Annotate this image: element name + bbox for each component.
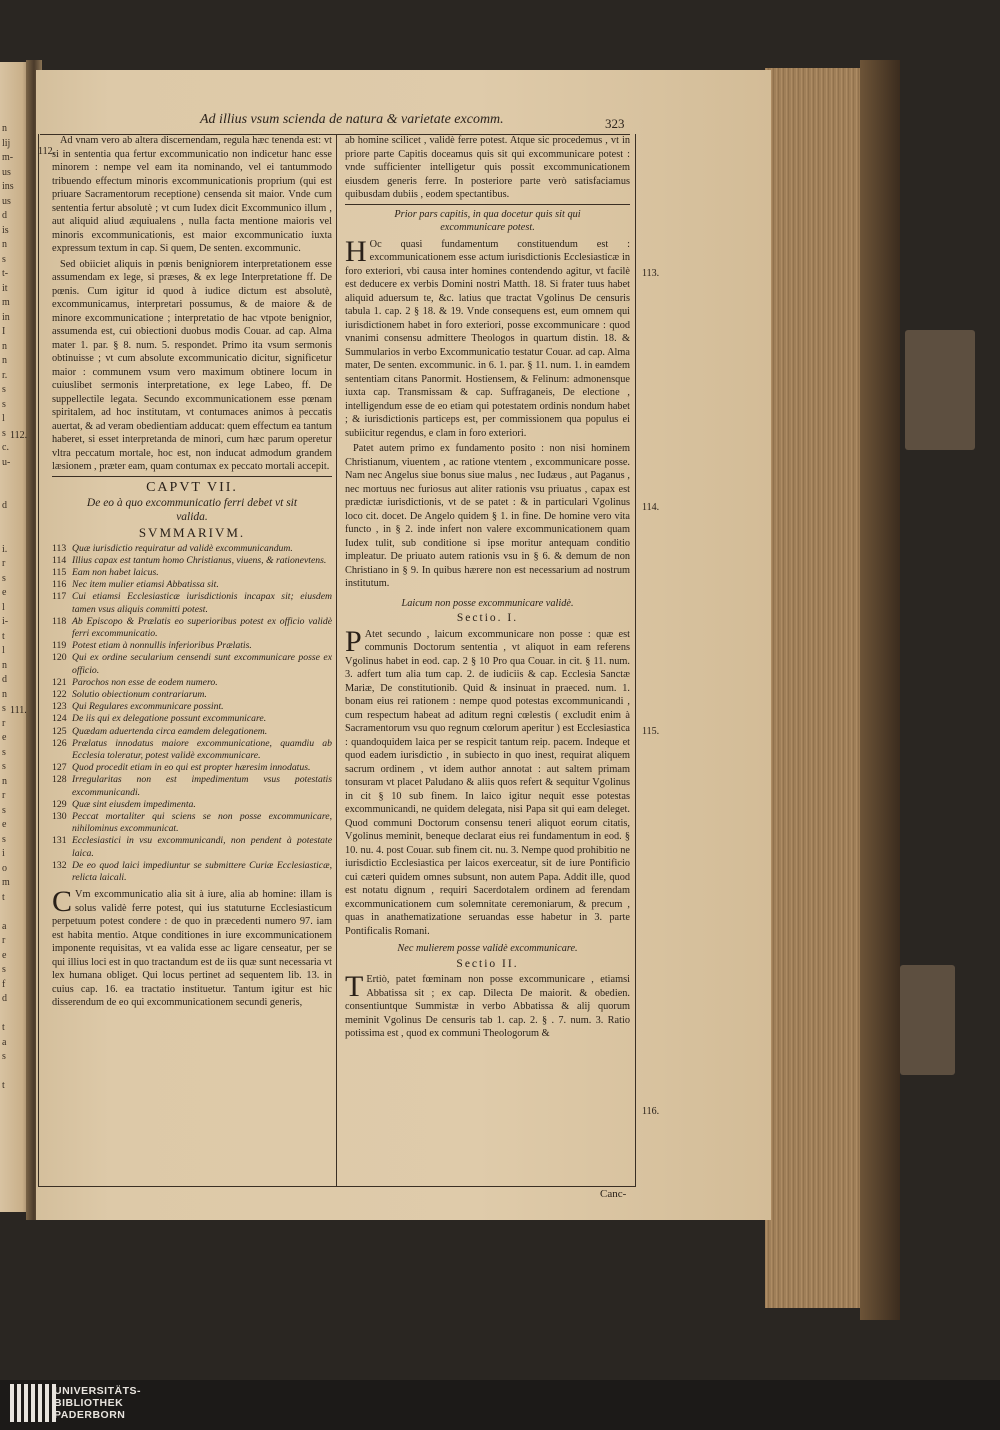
section-heading: Prior pars capitis, in qua docetur quis sit qui excommunicare potest. <box>394 208 581 233</box>
section-number: Sectio. I. <box>456 612 519 624</box>
summary-item: 115 Eam non habet laicus. <box>52 566 159 578</box>
paragraph: C Vm excommunicatio alia sit à iure, alia ab homine: illam is solus validè ferre potest, qui ius statuturne Ecclesiasticum perpetuum potest condere : de quo in præcedenti numero 97. iam est habita mentio. Atque conditiones in iure excommunicationem imponente requisitas, vt ea valida esse ac ligare censeatur, per se qui illius loci est in quo tractandum est de iis quæ sunt necessaria vt lex humana obliget. Qui locus pertinet ad sequentem lib. 13. in cuius cap. 16. ea tractatio instituetur. Tantum igitur est hic disserendum de eo qui excommunicationem secundi generis, <box>52 885 332 1009</box>
summary-item: 127 Quod procedit etiam in eo qui est propter hæresim innodatus. <box>52 762 311 774</box>
drop-cap: T <box>345 970 364 1003</box>
margin-number-right: 113. <box>642 268 660 279</box>
margin-number-right: 114. <box>642 502 660 513</box>
chapter-subtitle: De eo à quo excommunicatio ferri debet vt sit valida. <box>86 497 298 523</box>
paragraph: Ad vnam vero ab altera discernendam, regula hæc tenenda est: vt si in sententia qua fertur excommunicatio non indicetur hanc esse minorem : nempe vel eam ita nominando, vel ei tantummodo tribuendo effectum minoris excommunicationis proprium (qui est priuare Sacramentorum receptione) censenda sit maior. Vnde cum sententia fertur absolutè ; vt cum Iudex dicit Excommunico illum , aut aliquid aliud æquiualens , nulla facta mentione maioris vel minoris excommunicationis, est maior excommunicatio iuxta expressum textum in cap. Si quem, De senten. excommunic. <box>52 135 332 254</box>
summary-item: 120 Qui ex ordine secularium censendi sunt excommunicare posse ex officio. <box>52 652 332 676</box>
section-rule <box>345 204 630 205</box>
summary-item: 124 De iis qui ex delegatione possunt excommunicare. <box>52 713 267 725</box>
left-column <box>52 134 332 1012</box>
summary-item: 131 Ecclesiastici in vsu excommunicandi, non pendent à potestate laica. <box>52 835 332 859</box>
drop-cap: P <box>345 624 362 658</box>
section-heading: Nec mulierem posse validè excommunicare. <box>397 943 578 954</box>
summary-item: 117 Cui etiamsi Ecclesiasticæ iurisdictionis incapax sit; eiusdem tamen vsus aliquis committi potest. <box>52 591 332 615</box>
summary-item: 114 Illius capax est tantum homo Christianus, viuens, & rationevtens. <box>52 554 327 566</box>
summary-item: 128 Irregularitas non est impedimentum vsus potestatis excommunicandi. <box>52 774 332 798</box>
summary-item: 132 De eo quod laici impediuntur se submittere Curiæ Ecclesiasticæ, relicta laicali. <box>52 859 332 883</box>
clasp-lower <box>900 965 955 1075</box>
paragraph: Patet autem primo ex fundamento posito : non nisi hominem Christianum, viuentem , ac ratione vtentem , excommunicare posse. Nam nec Angelus siue bonus siue malus , nec Iudæus , aut Paganus , nec mortuus nec furiosus aut aliter rationis vsu priuatus , capax est prædictæ iurisdictionis, vt de se patet : & in particulari Vgolinus loco cit. docet. De Angelo quidem § 1. in fine. De homine vero vita functo , in § 2. inde infert non valere excommunicationem quam Iudex tulit, sub conditione si ipse moritur antequam conditio impleatur. De priuato autem rationis vsu in § 6. & demum de non Christiano in § 9. In quibus hærere non est necessarium ad nostrum institutum. <box>345 443 630 589</box>
paragraph: Sed obiiciet aliquis in pœnis benigniorem interpretationem esse assumendam ex lege, si præses, & ex lege Interpretatione ff. De pœnis. Cum igitur id quod à iudice dictum est absolutè, excommunicamus, interpretari possumus, & de maiore & de minore excommunicatione ; interpretatio de hac vtpote benignior, assumenda est, cui obiectioni duobus modis Couar. ad cap. Alma mater 1. par. § 8. num. 5. respondet. Primo ita vsum sermonis obtinuisse ; vt cum absolute excommunicatio dicitur, significetur maior : communem vsum vero maximum obtinere locum in cuiuslibet sermonis interpretatione, ex lege Labeo, ff. De suppellectile legata. Secundo excommunicationem esse pœnam spiritalem, ad hoc institutam, vt contumaces animos à peccatis auertat, & ad veram obedientiam adducat: quem effectum ea tantum haberet, si esset interpretanda de minori, cum hæc parum operetur vltra peccatum mortale, hoc est, non inducat admodum grandem læsionem , præter eam, quam contumax ex peccato mortali accepit. <box>52 258 332 472</box>
summary-item: 129 Quæ sint eiusdem impedimenta. <box>52 798 196 810</box>
summary-item: 123 Qui Regulares excommunicare possint. <box>52 701 224 713</box>
page-number: 323 <box>605 116 625 131</box>
drop-cap: C <box>52 885 73 919</box>
library-logo-icon <box>10 1384 56 1422</box>
column-divider <box>336 134 337 1186</box>
summary-heading: SVMMARIVM. <box>138 525 246 540</box>
summary-item: 130 Peccat mortaliter qui sciens se non posse excommunicare, nihilominus excommunicat. <box>52 810 332 835</box>
library-name: UNIVERSITÄTS- BIBLIOTHEK PADERBORN <box>54 1385 142 1421</box>
summary-list <box>52 543 332 885</box>
catchword: Canc- <box>600 1188 627 1200</box>
running-header: Ad illius vsum scienda de natura & varietate excomm. <box>200 112 504 127</box>
paragraph: H Oc quasi fundamentum constituendum est : excommunicationem esse actum iurisdictionis Ecclesiasticæ in foro exteriori, vbi causa inter homines contendendo agitur, vt facilè est deducere ex verbis Domini nostri Matth. 18. Si frater tuus habet aliquid aduersum te, &c. latius que tractat Vgolinus De censuris tabula 1. cap. 2 § 18. & 19. Vnde consequens est, eum omnem qui iurisdictionem habet in foro exteriori, posse excommunicare : quod vnanimi consensu admittere Theologos in quartum distin. 18. & Summularios in verbo Excommunicatio testatur Couar. ad cap. Alma mater, De senten. excommunic. in 6. 1. par. § 11. num. 1. in eamdem sententiam citans Panormit. Hostiensem, & Felinum: admonensque iuxta cap. Transmissam & cap. Suffraganeis, De electione , intelligendum esse de eo etiam qui potestatem ordinis nondum habet ; & iurisdictionis particeps est, per commissionem qua populus ei subiicitur regendus, e clam in foro exteriori. <box>345 234 630 439</box>
paragraph: T Ertiò, patet fœminam non posse excommunicare , etiamsi Abbatissa sit ; ex cap. Dilecta De maiorit. & obedien. consentiuntque Summistæ in verbo Abbatissa & alij quorum meminit Vgolinus De censuris tab 1. cap. 2. § . 7. num. 3. Ratio potissima est , quod ex communi Theologorum & <box>345 970 630 1039</box>
summary-item: 113 Quæ iurisdictio requiratur ad validè excommunicandum. <box>52 542 293 554</box>
paragraph: ab homine scilicet , validè ferre potest. Atque sic procedemus , vt in priore parte Capitis doceamus quis sit qui excommunicare potest : vnde sufficienter intelligetur quis possit excommunicationem eiusdem generis ferre. In posteriore parte verò satisfaciamus quibusdam dubiis , eodem spectantibus. <box>345 135 630 200</box>
drop-cap: H <box>345 234 367 268</box>
paragraph: P Atet secundo , laicum excommunicare non posse : quæ est communis Doctorum sententia , vt aliquot in eam referens Vgolinus habet in eod. cap. 2 § 10 Pro qua Couar. in cit. § 11. num. 3. adfert tum alia tum cap. 2. de iudiciis & cap. Ecclesia Sanctæ Mariæ, De constitutionib. Quid & insinuat in praeced. num. 1. bonam eius rei rationem : nempe quod potestas excommunicandi , cum respectum habeat ad aditum regni cœlestis ( excludit enim à Sacramentorum vsu quo regnum cœlorum aperitur ) est Ecclesiastica : quandoquidem laica per se respicit tantum reip. pacem. Indeque et quod eadem iurisdictio , in subiecto in quo inest, requirat aliquem sacrum ordinem , vt idem author annotat : aut saltem primam tonsuram vt placet Paludano & aliis quos refert & sequitur Vgolinus in cit § 10 sub finem. In laico igitur nequit esse potestas excommunicandi, ne quidem delegata, nisi Papa sit qui eam deleget. Quod communi Doctorum consensu teneri aliquot eorum citatis, Vgolinus meminit, beneque declarat eius rei fundamentum in eod. § 10. nu. 4. post Couar. sub finem cit. nu. 3. Nempe quod prohibitio ne iurisdictio Ecclesiastica per laicos exerceatur, sit de iure Pontificio cui cæteri quidem omnes subsunt, non autem Papa. Addit ille, quod est notatu dignum , requiri Sacerdotalem ordinem ad ferendam excommunicationem cum solemnitate ceremoniarum, & precum , quas in anathematizatione seruandas esse habetur in 3. parte Pontificalis Romani. <box>345 624 630 937</box>
summary-item: 121 Parochos non esse de eodem numero. <box>52 676 218 688</box>
margin-number-left: 112. <box>38 146 56 157</box>
chapter-title: CAPVT VII. <box>146 479 238 495</box>
section-heading: Laicum non posse excommunicare validè. <box>401 597 574 609</box>
summary-item: 126 Prælatus innodatus maiore excommunicatione, quamdiu ab Ecclesia toleratur, potest validè excommunicare. <box>52 737 332 761</box>
left-page-fragments: n lij m- us ins us d is n s t- it m in I n n r. s s l s c. u- d i. r s e l i- t l n d n s r e s s n r s e s i o m t a r e s f d t a s t <box>2 123 14 1091</box>
section-rule <box>52 476 332 477</box>
margin-number-right: 116. <box>642 1106 660 1117</box>
footer-bar <box>0 1380 1000 1430</box>
margin-number-left: 111. <box>10 705 27 716</box>
summary-item: 125 Quædam aduertenda circa eamdem delegationem. <box>52 725 268 737</box>
clasp-upper <box>905 330 975 450</box>
right-column <box>345 134 630 1043</box>
summary-item: 119 Potest etiam à nonnullis inferioribus Prælatis. <box>52 640 252 652</box>
summary-item: 122 Solutio obiectionum contrariarum. <box>52 688 207 700</box>
section-number: Sectio II. <box>456 957 519 970</box>
margin-number-left: 112. <box>10 430 28 441</box>
summary-item: 118 Ab Episcopo & Prælatis eo superioribus potest ex officio validè ferri excommunicatio. <box>52 615 332 639</box>
margin-number-right: 115. <box>642 726 660 737</box>
book-cover-edge <box>860 60 900 1320</box>
summary-item: 116 Nec item mulier etiamsi Abbatissa sit. <box>52 579 219 591</box>
